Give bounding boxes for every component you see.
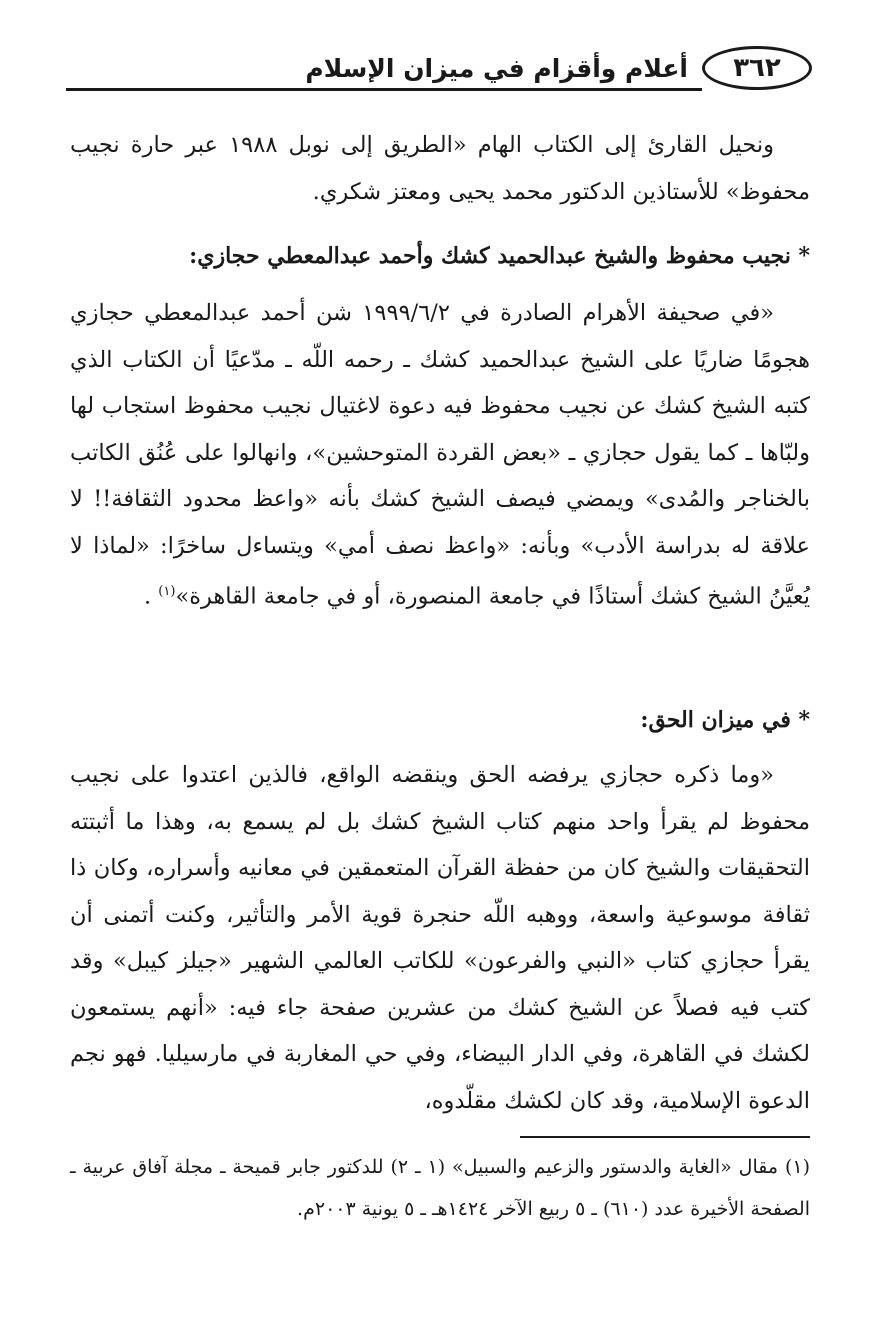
heading-text: * نجيب محفوظ والشيخ عبدالحميد كشك وأحمد عبدالمعطي حجازي: xyxy=(189,243,810,269)
footnote-marker[interactable]: (١) xyxy=(158,584,176,599)
header-rule xyxy=(66,88,702,91)
paragraph-text: ونحيل القارئ إلى الكتاب الهام «الطريق إلى نوبل ١٩٨٨ عبر حارة نجيب محفوظ» للأستاذين الدكتور محمد يحيى ومعتز شكري. xyxy=(70,132,810,205)
intro-paragraph xyxy=(70,122,810,216)
footnote-rule xyxy=(520,1136,810,1138)
section-heading-truth xyxy=(70,700,810,740)
quote-paragraph-hegazy xyxy=(70,290,810,620)
section-heading-kishk xyxy=(70,236,810,276)
paragraph-end: . xyxy=(143,583,159,610)
paragraph-text: «في صحيفة الأهرام الصادرة في ١٩٩٩/٦/٢ شن أحمد عبدالمعطي حجازي هجومًا ضاريًا على الشيخ عبدالحميد كشك ـ رحمه اللّه ـ مدّعيًا أن الكتاب الذي كتبه الشيخ كشك عن نجيب محفوظ فيه دعوة لاغتيال نجيب محفوظ استجاب لها ولبّاها ـ كما يقول حجازي ـ «بعض القردة المتوحشين»، وانهالوا على عُنُق الكاتب بالخناجر والمُدى» ويمضي فيصف الشيخ كشك بأنه «واعظ محدود الثقافة!! لا علاقة له بدراسة الأدب» وبأنه: «واعظ نصف أمي» ويتساءل ساخرًا: «لماذا لا يُعيَّنُ الشيخ كشك أستاذًا في جامعة المنصورة، أو في جامعة القاهرة» xyxy=(70,300,810,610)
page-number: ٣٦٢ xyxy=(702,46,812,90)
footnote-text: (١) مقال «الغاية والدستور والزعيم والسبيل» (١ ـ ٢) للدكتور جابر قميحة ـ مجلة آفاق عربية ـ الصفحة الأخيرة عدد (٦١٠) ـ ٥ ربيع الآخر ١٤٢٤هـ ـ ٥ يونية ٢٠٠٣م. xyxy=(70,1156,810,1220)
running-title: أعلام وأقزام في ميزان الإسلام xyxy=(305,54,688,83)
footnote xyxy=(70,1146,810,1230)
heading-text: * في ميزان الحق: xyxy=(640,707,810,733)
paragraph-text: «وما ذكره حجازي يرفضه الحق وينقضه الواقع، فالذين اعتدوا على نجيب محفوظ لم يقرأ واحد منهم كتاب الشيخ كشك بل لم يسمع به، وهذا ما أثبتته التحقيقات والشيخ كان من حفظة القرآن المتعمقين في معانيه وأسراره، وكان ذا ثقافة موسوعية واسعة، ووهبه اللّه حنجرة قوية الأمر والتأثير، وكنت أتمنى أن يقرأ حجازي كتاب «النبي والفرعون» للكاتب العالمي الشهير «جيلز كيبل» وقد كتب فيه فصلاً عن الشيخ كشك من عشرين صفحة جاء فيه: «أنهم يستمعون لكشك في القاهرة، وفي الدار البيضاء، وفي حي المغاربة في مارسيليا. فهو نجم الدعوة الإسلامية، وقد كان لكشك مقلّدوه، xyxy=(70,762,810,1114)
page-header xyxy=(66,40,812,100)
response-paragraph xyxy=(70,752,810,1124)
